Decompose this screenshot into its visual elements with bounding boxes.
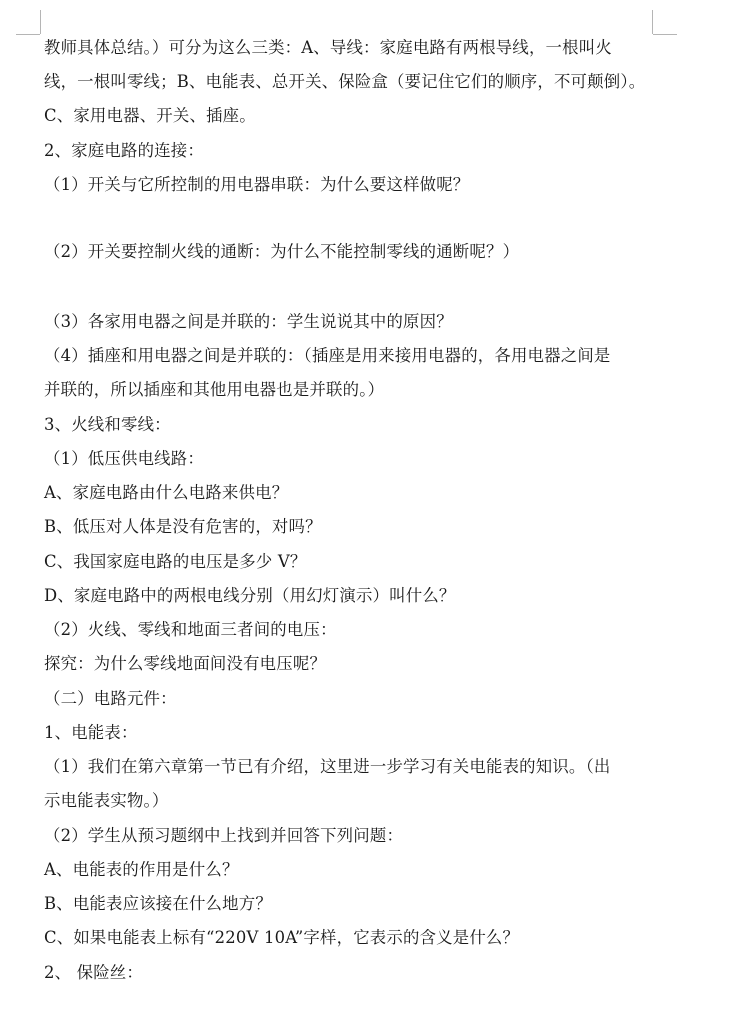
text-line: 线，一根叫零线；B、电能表、总开关、保险盒（要记住它们的顺序，不可颠倒）。 [44,72,646,91]
text-line: 1、电能表： [44,723,138,742]
text-line: 2、 保险丝： [44,963,143,982]
text-line: D、家庭电路中的两根电线分别（用幻灯演示）叫什么？ [44,586,456,605]
text-line: （1）低压供电线路： [44,449,204,468]
text-line: （1）开关与它所控制的用电器串联：为什么要这样做呢？ [44,175,470,194]
text-line: （二）电路元件： [44,689,177,708]
crop-mark-left-horizontal [16,34,40,35]
crop-mark-right-vertical [652,10,653,34]
text-line: 3、火线和零线： [44,415,171,434]
text-line: 探究：为什么零线地面间没有电压呢？ [44,654,327,673]
text-line: B、低压对人体是没有危害的，对吗？ [44,517,322,536]
text-line: （2）学生从预习题纲中上找到并回答下列问题： [44,826,404,845]
text-line: C、如果电能表上标有“220V 10A”字样，它表示的含义是什么？ [44,928,520,947]
crop-mark-right-horizontal [653,34,677,35]
text-line: （1）我们在第六章第一节已有介绍，这里进一步学习有关电能表的知识。（出 [44,757,611,776]
text-line: A、电能表的作用是什么？ [44,860,239,879]
text-line: （4）插座和用电器之间是并联的：（插座是用来接用电器的，各用电器之间是 [44,346,611,365]
text-line: C、我国家庭电路的电压是多少 V？ [44,552,307,571]
text-line: 2、家庭电路的连接： [44,141,204,160]
text-line: （2）开关要控制火线的通断：为什么不能控制零线的通断呢？） [44,242,520,261]
text-line: 示电能表实物。） [44,791,169,810]
text-line: （2）火线、零线和地面三者间的电压： [44,620,337,639]
text-line: C、家用电器、开关、插座。 [44,106,256,125]
text-line: A、家庭电路由什么电路来供电？ [44,483,289,502]
text-line: 教师具体总结。）可分为这么三类：A、导线：家庭电路有两根导线，一根叫火 [44,38,612,57]
text-line: 并联的，所以插座和其他用电器也是并联的。） [44,380,385,399]
text-line: B、电能表应该接在什么地方？ [44,894,272,913]
text-line: （3）各家用电器之间是并联的：学生说说其中的原因？ [44,312,453,331]
crop-mark-left-vertical [40,10,41,34]
